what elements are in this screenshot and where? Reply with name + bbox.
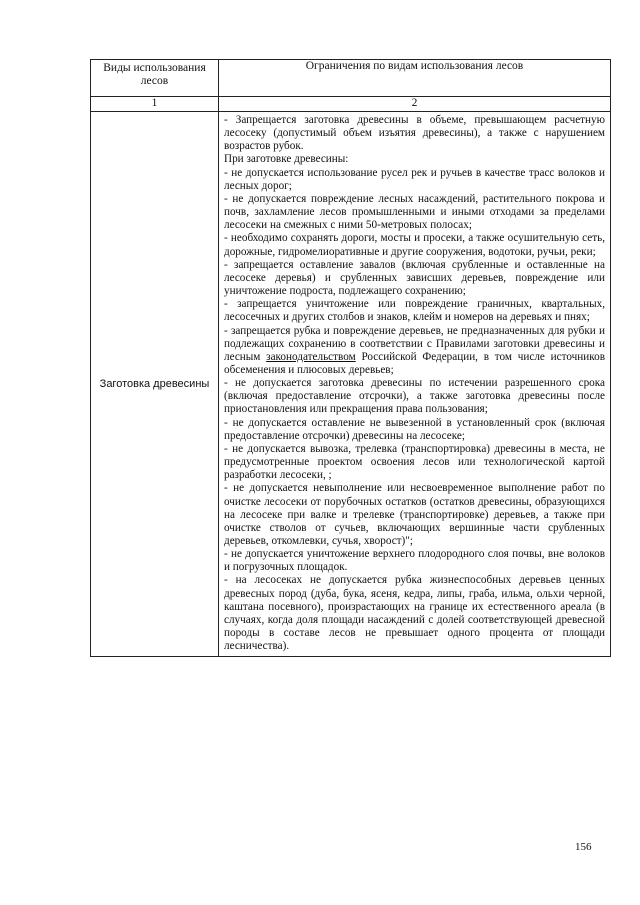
restriction-paragraph: - не допускается невыполнение или несвоевременное выполнение работ по очистке лесосеки от порубочных остатков (остатков древесины, образующихся на лесосеке при валке и трелевке (транспортировке) деревьев, а также при очистке стволов от сучьев, включающих вершинные части срубленных деревьев, откомлевки, сучья, хворост)";	[224, 482, 605, 547]
restrictions-cell	[219, 112, 611, 657]
restriction-text-after-link: Российской Федерации, в том числе источников обсеменения и плюсовых деревьев;	[224, 350, 605, 376]
restriction-paragraph: - не допускается вывозка, трелевка (транспортировка) древесины в места, не предусмотренные проектом освоения лесов или технологической картой разработки лесосеки, ;	[224, 442, 605, 482]
restriction-text-before-link: - запрещается рубка и повреждение деревьев, не предназначенных для рубки и подлежащих сохранению в соответствии с Правилами заготовки древесины и лесным	[224, 324, 605, 363]
column-number-2: 2	[219, 97, 611, 112]
restriction-paragraph: - запрещается оставление завалов (включая срубленные и оставленные на лесосеке деревья) и срубленных зависших деревьев, повреждение или уничтожение подроста, подлежащего сохранению;	[224, 258, 605, 298]
table-header-row	[91, 60, 611, 97]
page-number: 156	[575, 841, 592, 853]
header-restrictions: Ограничения по видам использования лесов	[219, 60, 611, 97]
header-use-types: Виды использования лесов	[91, 60, 219, 97]
table-row	[91, 112, 611, 657]
column-number-row	[91, 97, 611, 112]
restriction-paragraph: - не допускается оставление не вывезенной в установленный срок (включая предоставление отсрочки) древесины на лесосеке;	[224, 416, 605, 442]
restriction-paragraph: - на лесосеках не допускается рубка жизнеспособных деревьев ценных древесных пород (дуба, бука, ясеня, кедра, липы, граба, ильма, ольхи черной, каштана посевного), произрастающих на границе их естественного ареала (в случаях, когда доля площади насаждений с долей соответствующей древесной породы в составе лесов не превышает одного процента от площади лесничества).	[224, 574, 605, 653]
restriction-paragraph: - не допускается использование русел рек и ручьев в качестве трасс волоков и лесных дорог;	[224, 166, 605, 192]
restriction-paragraph: - запрещается уничтожение или повреждение граничных, квартальных, лесосечных и других столбов и знаков, клейм и номеров на деревьях и пнях;	[224, 298, 605, 324]
restriction-paragraph-with-link	[224, 325, 605, 378]
restriction-paragraph: При заготовке древесины:	[224, 153, 349, 166]
restriction-paragraph: - Запрещается заготовка древесины в объеме, превышающем расчетную лесосеку (допустимый объем изъятия древесины), а также с нарушением возрастов рубок.	[224, 114, 605, 153]
use-type-cell: Заготовка древесины	[91, 112, 219, 657]
restrictions-table	[90, 59, 611, 657]
restriction-paragraph: - не допускается уничтожение верхнего плодородного слоя почвы, вне волоков и погрузочных площадок.	[224, 548, 605, 574]
restriction-paragraph: - не допускается повреждение лесных насаждений, растительного покрова и почв, захламление лесов промышленными и иными отходами за пределами лесосеки на смежных с ними 50-метровых полосах;	[224, 192, 605, 232]
restriction-paragraph: - не допускается заготовка древесины по истечении разрешенного срока (включая предоставление отсрочки), а также заготовка древесины после приостановления или прекращения права пользования;	[224, 377, 605, 416]
column-number-1: 1	[91, 97, 219, 112]
legislation-link[interactable]: законодательством	[266, 350, 356, 363]
restriction-paragraph: - необходимо сохранять дороги, мосты и просеки, а также осушительную сеть, дорожные, гидромелиоративные и другие сооружения, водотоки, ручьи, реки;	[224, 232, 605, 258]
